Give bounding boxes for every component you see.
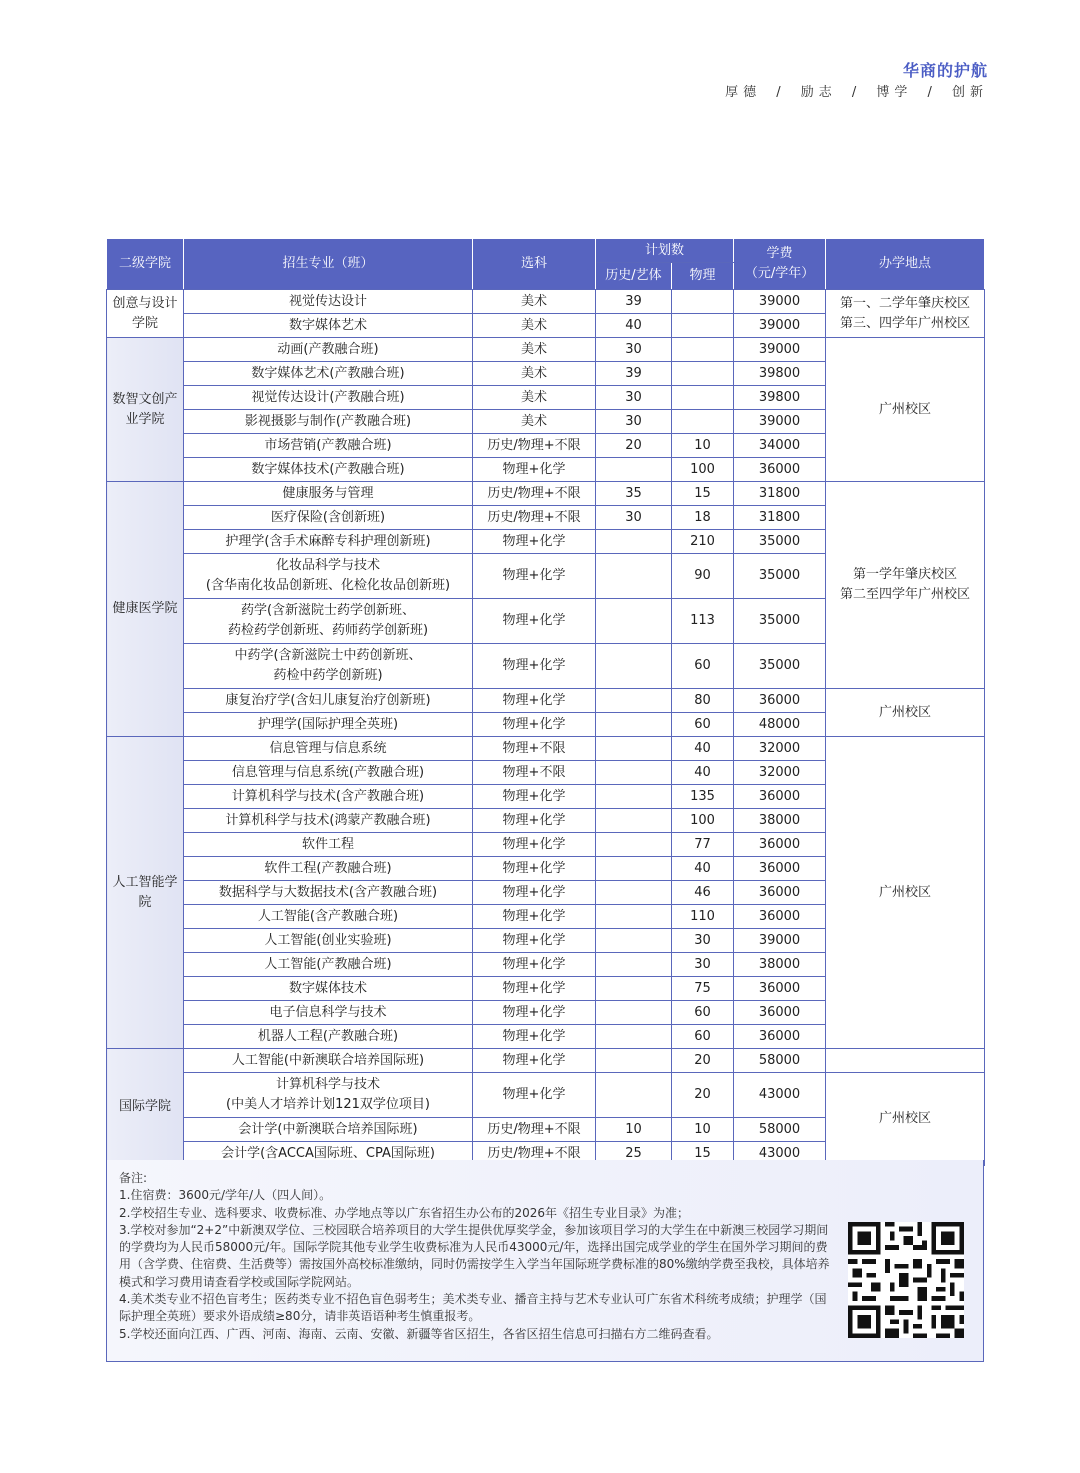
major-cell [184, 410, 473, 434]
plan-history-cell: 10 [596, 1118, 672, 1142]
location-text: 第一学年肇庆校区 [853, 567, 958, 582]
table-row [107, 290, 985, 314]
major-cell [184, 905, 473, 929]
fee-cell: 39000 [734, 410, 826, 434]
plan-history-cell [596, 1025, 672, 1049]
plan-physics-cell [672, 410, 734, 434]
fee-cell: 39800 [734, 386, 826, 410]
major-cell [184, 554, 473, 599]
fee-cell: 36000 [734, 458, 826, 482]
fee-cell: 39800 [734, 362, 826, 386]
plan-physics-cell: 10 [672, 434, 734, 458]
plan-history-cell: 30 [596, 386, 672, 410]
plan-history-cell [596, 953, 672, 977]
fee-cell: 32000 [734, 737, 826, 761]
major-cell [184, 977, 473, 1001]
college-name: 数智文创产业学院 [107, 338, 184, 482]
plan-physics-cell: 80 [672, 689, 734, 713]
location-text: 广州校区 [879, 401, 932, 417]
notes-title: 备注: [119, 1171, 148, 1185]
major-cell [184, 458, 473, 482]
plan-physics-cell [672, 362, 734, 386]
major-cell [184, 290, 473, 314]
plan-physics-cell: 210 [672, 530, 734, 554]
table-row [107, 338, 985, 362]
major-cell [184, 785, 473, 809]
location-cell [826, 482, 985, 689]
location-text: 第二至四学年广州校区 [840, 587, 971, 602]
plan-history-cell: 30 [596, 410, 672, 434]
major-cell [184, 644, 473, 689]
major-name: 化妆品科学与技术 [275, 558, 380, 573]
plan-history-cell [596, 458, 672, 482]
major-cell [184, 761, 473, 785]
major-name: 计算机科学与技术(含产教融合班) [231, 788, 425, 804]
plan-history-cell [596, 737, 672, 761]
plan-history-cell [596, 644, 672, 689]
fee-cell: 36000 [734, 833, 826, 857]
major-name-line2: 药检药学创新班、药师药学创新班) [227, 623, 429, 638]
header-location: 办学地点 [826, 239, 985, 290]
fee-cell: 31800 [734, 506, 826, 530]
subjects-cell: 历史/物理+不限 [473, 506, 596, 530]
qr-code-icon[interactable] [848, 1222, 964, 1338]
college-name: 健康医学院 [107, 482, 184, 737]
plan-physics-cell [672, 386, 734, 410]
plan-physics-cell [672, 338, 734, 362]
plan-physics-cell: 20 [672, 1073, 734, 1118]
fee-cell: 39000 [734, 929, 826, 953]
fee-cell: 48000 [734, 713, 826, 737]
plan-physics-cell: 15 [672, 1142, 734, 1166]
plan-history-cell: 30 [596, 506, 672, 530]
fee-cell: 35000 [734, 530, 826, 554]
location-text: 广州校区 [879, 884, 932, 900]
major-cell [184, 1073, 473, 1118]
note-item: 5.学校还面向江西、广西、河南、海南、云南、安徽、新疆等省区招生，各省区招生信息可扫描右方二维码查看。 [119, 1326, 719, 1341]
header-major: 招生专业（班） [184, 239, 473, 290]
subjects-cell: 物理+化学 [473, 1001, 596, 1025]
fee-cell: 36000 [734, 689, 826, 713]
major-cell [184, 530, 473, 554]
major-name-line2: (中美人才培养计划121双学位项目) [226, 1097, 430, 1112]
major-cell [184, 599, 473, 644]
location-cell [826, 689, 985, 737]
note-item: 2.学校招生专业、选科要求、收费标准、办学地点等以广东省招生办公布的2026年《招生专业目录》为准； [119, 1205, 689, 1220]
subjects-cell: 物理+化学 [473, 554, 596, 599]
major-name: 机器人工程(产教融合班) [257, 1028, 399, 1044]
major-cell [184, 809, 473, 833]
major-cell [184, 1049, 473, 1073]
major-name: 会计学(中新澳联合培养国际班) [238, 1121, 418, 1137]
major-name: 软件工程(产教融合班) [264, 860, 392, 876]
major-cell [184, 506, 473, 530]
fee-cell: 36000 [734, 881, 826, 905]
plan-physics-cell: 40 [672, 761, 734, 785]
major-name: 信息管理与信息系统 [269, 740, 387, 756]
subjects-cell: 物理+化学 [473, 1049, 596, 1073]
major-name: 数字媒体技术(产教融合班) [251, 461, 405, 477]
plan-history-cell [596, 1073, 672, 1118]
subjects-cell: 历史/物理+不限 [473, 1118, 596, 1142]
plan-history-cell [596, 761, 672, 785]
major-name: 护理学(含手术麻醉专科护理创新班) [225, 533, 431, 549]
major-name: 视觉传达设计 [288, 293, 367, 309]
location-text: 第三、四学年广州校区 [840, 315, 971, 331]
subjects-cell: 物理+化学 [473, 1073, 596, 1118]
plan-physics-cell: 100 [672, 458, 734, 482]
note-item: 3.学校对参加“2+2”中新澳双学位、三校园联合培养项目的大学生提供优厚奖学金，参加该项目学习的大学生在中新澳三校园学习期间的学费均为人民币58000元/年。国际学院其他专业学生收费标准为人民币43000元/年，选择出国完成学业的学生在国外学习期间的费用（含学费、住宿费、生活费等）需按国外高校标准缴纳，同时仍需按学生入学当年国际班学费标准的80%缴纳学费至我校，具体培养模式和学习费用请查看学校或国际学院网站。 [119, 1222, 830, 1289]
major-name: 护理学(国际护理全英班) [257, 716, 399, 732]
location-cell [826, 338, 985, 482]
plan-physics-cell: 100 [672, 809, 734, 833]
fee-cell: 36000 [734, 1001, 826, 1025]
major-cell [184, 737, 473, 761]
fee-cell: 36000 [734, 977, 826, 1001]
plan-physics-cell: 30 [672, 929, 734, 953]
subjects-cell: 物理+化学 [473, 881, 596, 905]
plan-history-cell [596, 599, 672, 644]
major-name: 计算机科学与技术(鸿蒙产教融合班) [225, 812, 431, 828]
plan-history-cell [596, 530, 672, 554]
fee-cell: 38000 [734, 953, 826, 977]
major-cell [184, 953, 473, 977]
plan-physics-cell [672, 314, 734, 338]
plan-history-cell [596, 1001, 672, 1025]
note-item: 4.美术类专业不招色盲考生；医药类专业不招色盲色弱考生；美术类专业、播音主持与艺术专业认可广东省术科统考成绩；护理学（国际护理全英班）要求外语成绩≥80分，请非英语语种考生慎重报考。 [119, 1292, 827, 1324]
plan-history-cell [596, 554, 672, 599]
fee-cell: 36000 [734, 905, 826, 929]
plan-history-cell: 40 [596, 314, 672, 338]
plan-physics-cell: 30 [672, 953, 734, 977]
major-cell [184, 338, 473, 362]
major-name: 动画(产教融合班) [277, 341, 379, 357]
college-name: 人工智能学院 [107, 737, 184, 1049]
subjects-cell: 美术 [473, 362, 596, 386]
table-row [107, 737, 985, 761]
fee-cell: 31800 [734, 482, 826, 506]
major-name: 人工智能(中新澳联合培养国际班) [231, 1052, 425, 1068]
major-name: 影视摄影与制作(产教融合班) [244, 413, 412, 429]
location-cell [826, 737, 985, 1049]
table-row [107, 689, 985, 713]
college-name: 国际学院 [107, 1049, 184, 1166]
major-name: 计算机科学与技术 [275, 1077, 380, 1092]
plan-physics-cell: 113 [672, 599, 734, 644]
plan-history-cell [596, 809, 672, 833]
plan-history-cell: 25 [596, 1142, 672, 1166]
plan-history-cell [596, 929, 672, 953]
plan-physics-cell: 60 [672, 1001, 734, 1025]
major-name: 康复治疗学(含妇儿康复治疗创新班) [225, 692, 431, 708]
plan-physics-cell: 60 [672, 713, 734, 737]
major-name: 数字媒体技术 [288, 980, 367, 996]
major-name-line2: (含华南化妆品创新班、化检化妆品创新班) [205, 578, 451, 593]
plan-history-cell: 30 [596, 338, 672, 362]
major-name: 会计学(含ACCA国际班、CPA国际班) [221, 1145, 435, 1161]
major-cell [184, 881, 473, 905]
major-name: 健康服务与管理 [282, 485, 374, 501]
major-cell [184, 482, 473, 506]
subjects-cell: 物理+化学 [473, 1025, 596, 1049]
admission-table [106, 238, 985, 1166]
major-name: 数字媒体艺术(产教融合班) [251, 365, 405, 381]
major-cell [184, 689, 473, 713]
brand-motto: 厚德 / 励志 / 博学 / 创新 [725, 85, 988, 100]
fee-cell: 36000 [734, 785, 826, 809]
major-cell [184, 1025, 473, 1049]
plan-physics-cell: 77 [672, 833, 734, 857]
location-cell [826, 1049, 985, 1073]
major-name-line2: 药检中药学创新班) [273, 668, 383, 683]
major-name: 数字媒体艺术 [288, 317, 367, 333]
major-name: 药学(含新滋院士药学创新班、 [240, 603, 416, 618]
plan-physics-cell: 90 [672, 554, 734, 599]
subjects-cell: 物理+化学 [473, 833, 596, 857]
plan-history-cell [596, 833, 672, 857]
fee-cell: 43000 [734, 1142, 826, 1166]
plan-physics-cell: 20 [672, 1049, 734, 1073]
table-row [107, 1049, 985, 1073]
plan-history-cell [596, 881, 672, 905]
subjects-cell: 历史/物理+不限 [473, 1142, 596, 1166]
note-item: 1.住宿费：3600元/学年/人（四人间）。 [119, 1188, 332, 1203]
plan-history-cell [596, 857, 672, 881]
table-row [107, 1073, 985, 1118]
major-name: 人工智能(创业实验班) [264, 932, 392, 948]
fee-cell: 36000 [734, 857, 826, 881]
major-name: 软件工程 [301, 836, 354, 852]
subjects-cell: 物理+不限 [473, 737, 596, 761]
header-plan-physics: 物理 [672, 263, 734, 290]
subjects-cell: 物理+化学 [473, 458, 596, 482]
header-college: 二级学院 [107, 239, 184, 290]
header-fee: 学费 （元/学年） [734, 239, 826, 290]
major-name: 信息管理与信息系统(产教融合班) [231, 764, 425, 780]
location-text: 第一、二学年肇庆校区 [840, 295, 971, 311]
plan-physics-cell: 40 [672, 737, 734, 761]
fee-cell: 36000 [734, 1025, 826, 1049]
fee-cell: 43000 [734, 1073, 826, 1118]
subjects-cell: 美术 [473, 410, 596, 434]
header-subjects: 选科 [473, 239, 596, 290]
subjects-cell: 物理+化学 [473, 530, 596, 554]
major-name: 人工智能(产教融合班) [264, 956, 392, 972]
subjects-cell: 物理+化学 [473, 644, 596, 689]
fee-cell: 35000 [734, 554, 826, 599]
fee-cell: 35000 [734, 644, 826, 689]
plan-physics-cell [672, 290, 734, 314]
brand-title: 华商的护航 [902, 61, 988, 80]
plan-history-cell [596, 905, 672, 929]
major-name: 视觉传达设计(产教融合班) [251, 389, 405, 405]
fee-cell: 58000 [734, 1118, 826, 1142]
table-row [107, 482, 985, 506]
plan-history-cell [596, 1049, 672, 1073]
subjects-cell: 物理+化学 [473, 857, 596, 881]
location-text: 广州校区 [879, 704, 932, 720]
major-cell [184, 362, 473, 386]
subjects-cell: 物理+化学 [473, 599, 596, 644]
subjects-cell: 美术 [473, 314, 596, 338]
plan-physics-cell: 110 [672, 905, 734, 929]
fee-cell: 39000 [734, 314, 826, 338]
major-name: 电子信息科学与技术 [269, 1004, 387, 1020]
plan-history-cell: 20 [596, 434, 672, 458]
major-name: 中药学(含新滋院士中药创新班、 [234, 648, 422, 663]
subjects-cell: 美术 [473, 338, 596, 362]
plan-history-cell [596, 977, 672, 1001]
major-cell [184, 713, 473, 737]
header-plan-history: 历史/艺体 [596, 263, 672, 290]
major-cell [184, 1001, 473, 1025]
college-name: 创意与设计学院 [107, 290, 184, 338]
major-cell [184, 434, 473, 458]
major-cell [184, 833, 473, 857]
subjects-cell: 物理+化学 [473, 809, 596, 833]
subjects-cell: 物理+化学 [473, 785, 596, 809]
fee-cell: 58000 [734, 1049, 826, 1073]
location-cell [826, 290, 985, 338]
plan-physics-cell: 15 [672, 482, 734, 506]
fee-cell: 39000 [734, 338, 826, 362]
plan-history-cell: 35 [596, 482, 672, 506]
plan-history-cell: 39 [596, 290, 672, 314]
major-cell [184, 857, 473, 881]
plan-physics-cell: 75 [672, 977, 734, 1001]
fee-cell: 39000 [734, 290, 826, 314]
subjects-cell: 物理+化学 [473, 905, 596, 929]
subjects-cell: 物理+化学 [473, 929, 596, 953]
major-name: 市场营销(产教融合班) [264, 437, 392, 453]
location-text: 广州校区 [879, 1111, 932, 1126]
plan-physics-cell: 60 [672, 1025, 734, 1049]
major-cell [184, 1118, 473, 1142]
major-name: 医疗保险(含创新班) [270, 509, 386, 525]
plan-history-cell [596, 713, 672, 737]
plan-physics-cell: 135 [672, 785, 734, 809]
fee-cell: 32000 [734, 761, 826, 785]
plan-physics-cell: 60 [672, 644, 734, 689]
plan-physics-cell: 18 [672, 506, 734, 530]
subjects-cell: 美术 [473, 386, 596, 410]
plan-physics-cell: 10 [672, 1118, 734, 1142]
fee-cell: 38000 [734, 809, 826, 833]
plan-physics-cell: 40 [672, 857, 734, 881]
major-cell [184, 929, 473, 953]
location-cell [826, 1073, 985, 1166]
plan-physics-cell: 46 [672, 881, 734, 905]
header-plan: 计划数 [596, 239, 734, 263]
subjects-cell: 物理+化学 [473, 977, 596, 1001]
subjects-cell: 物理+化学 [473, 713, 596, 737]
fee-cell: 35000 [734, 599, 826, 644]
plan-history-cell [596, 785, 672, 809]
plan-history-cell: 39 [596, 362, 672, 386]
subjects-cell: 物理+化学 [473, 689, 596, 713]
subjects-cell: 物理+不限 [473, 761, 596, 785]
plan-history-cell [596, 689, 672, 713]
subjects-cell: 美术 [473, 290, 596, 314]
subjects-cell: 物理+化学 [473, 953, 596, 977]
subjects-cell: 历史/物理+不限 [473, 434, 596, 458]
fee-cell: 34000 [734, 434, 826, 458]
major-name: 数据科学与大数据技术(含产教融合班) [218, 884, 438, 900]
subjects-cell: 历史/物理+不限 [473, 482, 596, 506]
major-cell [184, 386, 473, 410]
major-cell [184, 314, 473, 338]
major-name: 人工智能(含产教融合班) [257, 908, 399, 924]
